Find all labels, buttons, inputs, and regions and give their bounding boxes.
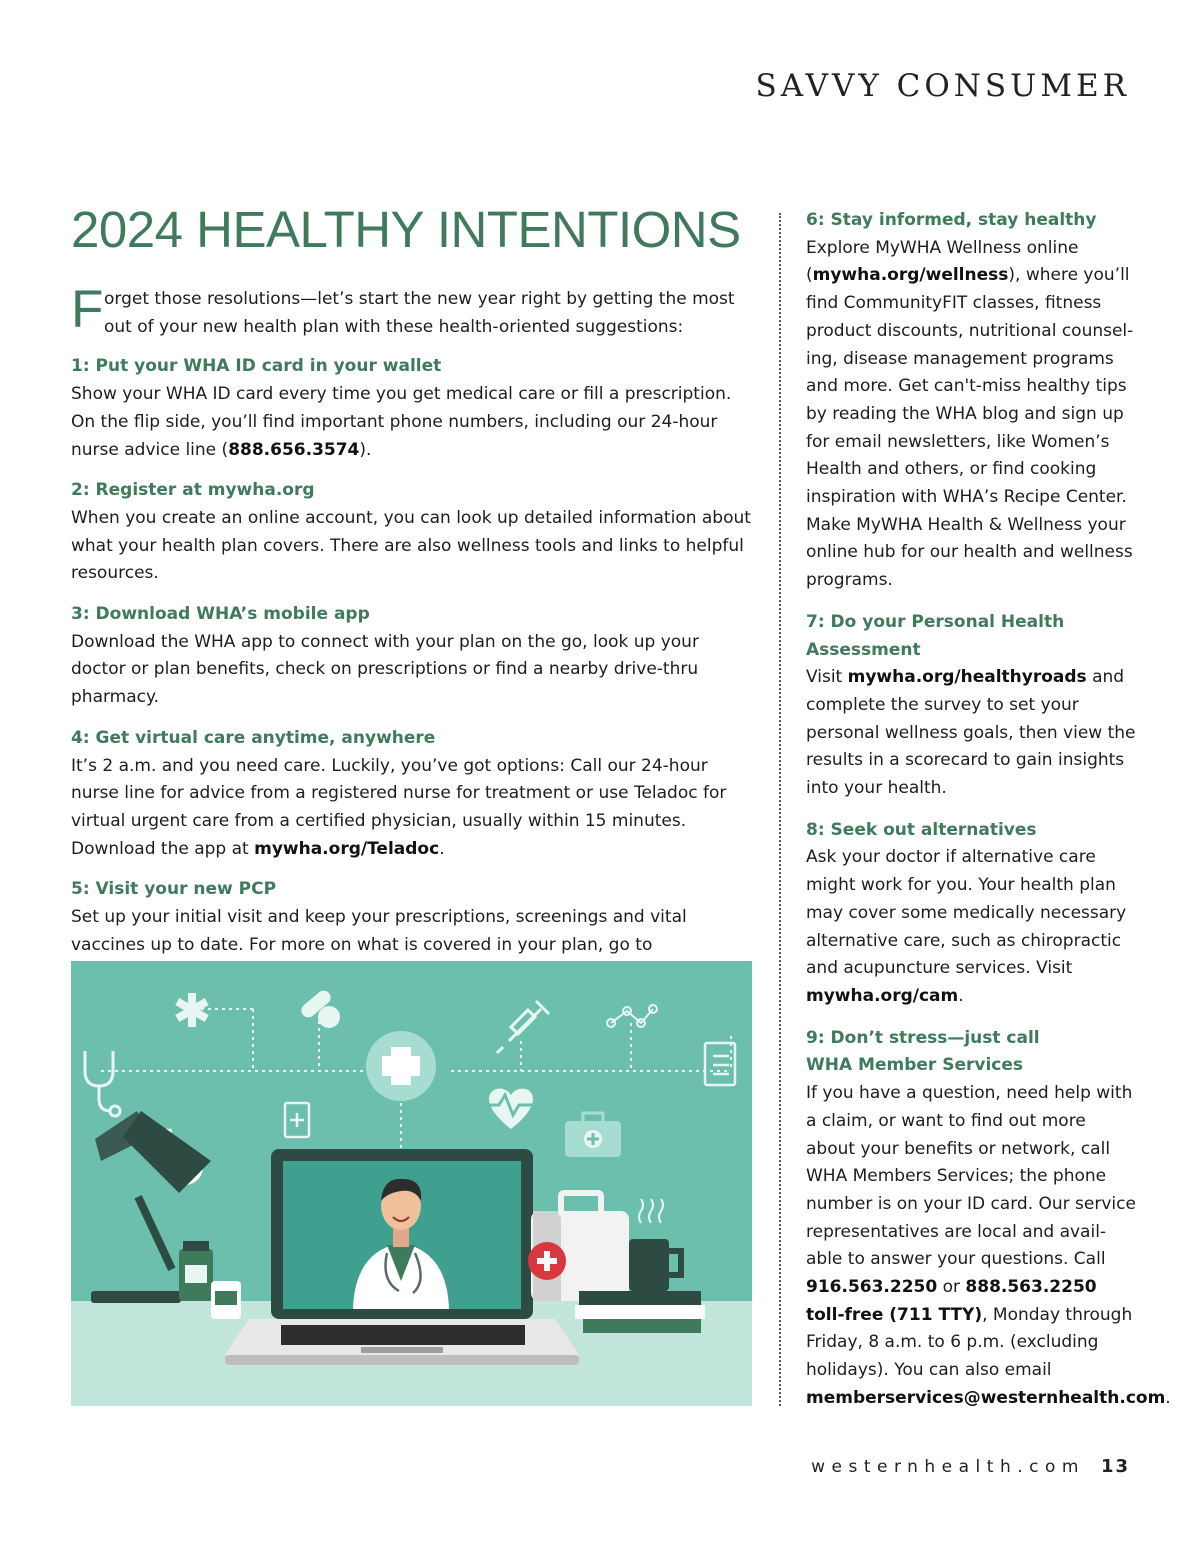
footer-site: westernhealth.com xyxy=(811,1457,1085,1477)
tip-9 xyxy=(806,1025,1171,1413)
tip-9-body xyxy=(806,1080,1171,1412)
medical-cross-icon xyxy=(366,1031,436,1101)
tip-9-text-end: . xyxy=(1165,1387,1171,1408)
member-services-email[interactable]: memberservices@westernhealth.com xyxy=(806,1387,1166,1408)
cam-link[interactable]: mywha.org/cam xyxy=(806,985,959,1006)
tip-7-heading: 7: Do your Personal Health Assessment xyxy=(806,611,1065,660)
tip-1-heading: 1: Put your WHA ID card in your wallet xyxy=(71,356,442,377)
tip-1-body xyxy=(71,381,757,464)
tip-3 xyxy=(71,601,757,712)
tip-7-text: Visit xyxy=(806,667,848,688)
toll-free-phone: 888.563.2250 toll-free (711 TTY) xyxy=(806,1277,1097,1325)
tip-6 xyxy=(806,207,1136,595)
tip-9-heading-line-2: WHA Member Services xyxy=(806,1055,1024,1076)
tip-1 xyxy=(71,353,757,464)
healthyroads-link[interactable]: mywha.org/healthyroads xyxy=(847,667,1087,688)
tip-5-heading: 5: Visit your new PCP xyxy=(71,879,277,900)
tip-5-text: Set up your initial visit and keep your prescriptions, screenings and vital vaccines up to date. For more on what is covered in your plan, go to xyxy=(71,907,687,955)
tip-9-heading-line-1: 9: Don’t stress—just call xyxy=(806,1027,1040,1048)
wellness-link[interactable]: mywha.org/wellness xyxy=(812,265,1009,286)
tip-3-heading: 3: Download WHA’s mobile app xyxy=(71,604,370,625)
tip-4-text-end: . xyxy=(439,838,445,859)
member-services-phone: 916.563.2250 xyxy=(806,1277,938,1298)
tip-3-body: Download the WHA app to connect with your plan on the go, look up your doctor or plan benefits, check on prescriptions or find a nearby drive-thru pharmacy. xyxy=(71,631,699,708)
tip-8-heading: 8: Seek out alternatives xyxy=(806,819,1037,840)
tip-4-text: It’s 2 a.m. and you need care. Luckily, you’ve got options: Call our 24-hour nurse line for advice from a registered nurse for treatment or use Teladoc for virtual urgent care from a certified physician, usually within 15 minutes. Download the app at xyxy=(71,755,727,859)
page-number: 13 xyxy=(1100,1456,1130,1477)
page-footer xyxy=(811,1456,1130,1477)
tip-7 xyxy=(806,609,1136,803)
column-divider xyxy=(779,213,781,1406)
tip-2-heading: 2: Register at mywha.org xyxy=(71,480,315,501)
telehealth-illustration xyxy=(71,961,752,1406)
tip-6-body xyxy=(806,235,1136,595)
tip-4 xyxy=(71,725,757,864)
article-title: 2024 HEALTHY INTENTIONS xyxy=(71,201,741,258)
left-column xyxy=(71,280,757,1000)
book-stack xyxy=(575,1291,705,1333)
tip-8-text: Ask your doctor if alternative care might work for you. Your health plan may cover some medically necessary alternative care, such as chiropractic and acupuncture services. Visit xyxy=(806,847,1127,979)
tip-4-body xyxy=(71,753,757,864)
tip-4-heading: 4: Get virtual care anytime, anywhere xyxy=(71,727,436,748)
drop-cap: F xyxy=(71,280,104,339)
section-label: SAVVY CONSUMER xyxy=(755,68,1130,104)
tip-1-text: Show your WHA ID card every time you get medical care or fill a prescription. On the flip side, you’ll find important phone numbers, including our 24-hour nurse advice line ( xyxy=(71,384,732,460)
tip-7-text-end: and complete the survey to set your personal wellness goals, then view the results in a scorecard to gain insights into your health. xyxy=(806,667,1136,799)
tip-2-body: When you create an online account, you can look up detailed information about what your health plan covers. There are also wellness tools and links to helpful resources. xyxy=(71,507,751,584)
tip-1-text-end: ). xyxy=(359,439,372,460)
right-column xyxy=(806,207,1171,1427)
teladoc-link[interactable]: mywha.org/Teladoc xyxy=(254,838,440,859)
tip-6-text: Explore MyWHA Wellness online ( xyxy=(806,237,1079,286)
tip-9-heading xyxy=(806,1025,1136,1080)
tip-9-text: If you have a question, need help with a claim, or want to find out more about your benefits or network, call WHA Members Services; the phone number is on your ID card. Our service representatives are local and avail-able to answer your questions. Call xyxy=(806,1083,1136,1270)
tip-9-text-mid: , Monday through Friday, 8 a.m. to 6 p.m. (excluding holidays). You can also email xyxy=(806,1304,1133,1381)
tip-9-or: or xyxy=(937,1277,966,1298)
nurse-line-phone: 888.656.3574 xyxy=(228,439,360,460)
tip-2 xyxy=(71,477,757,588)
tip-8-body xyxy=(806,844,1136,1010)
intro-paragraph xyxy=(71,280,757,341)
tip-8-text-end: . xyxy=(958,985,964,1006)
intro-text: orget those resolutions—let’s start the new year right by getting the most out of your new health plan with these health-oriented suggestions: xyxy=(104,289,735,337)
tip-7-body xyxy=(806,664,1136,803)
tip-6-heading: 6: Stay informed, stay healthy xyxy=(806,210,1097,230)
tip-6-text-end: ), where you’ll find CommunityFIT classes, fitness product discounts, nutritional counsel-ing, disease management programs and more. Get can't-miss healthy tips by reading the WHA blog and sign up for email newsletters, like Women’s Health and others, or find cooking inspiration with WHA’s Recipe Center. Make MyWHA Health & Wellness your online hub for our health and wellness programs. xyxy=(806,265,1134,591)
tip-8 xyxy=(806,817,1136,1011)
